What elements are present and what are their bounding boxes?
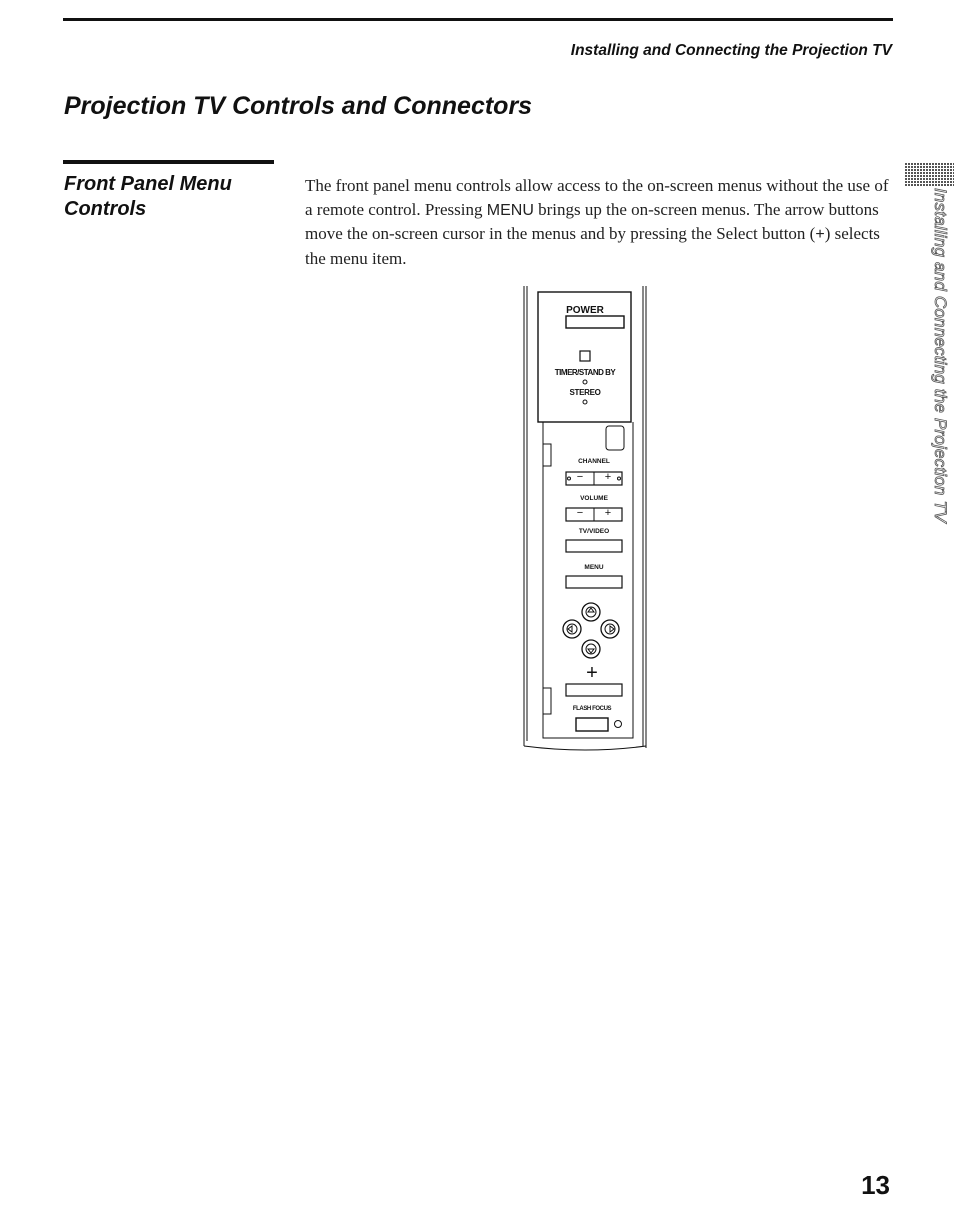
- channel-plus-label: +: [604, 471, 612, 483]
- channel-label: CHANNEL: [578, 458, 610, 465]
- arrow-down-button-icon: [582, 640, 600, 658]
- sensor-window: [606, 426, 624, 450]
- timer-led-icon: [583, 380, 587, 384]
- top-rule: [63, 18, 893, 21]
- body-text-part-1: The front panel menu controls allow access to the on-screen menus without the use of a remote control. Pressing: [305, 176, 889, 219]
- side-tab-text: Installing and Connecting the Projection TV: [931, 188, 950, 523]
- front-panel-figure: [510, 286, 660, 756]
- section-heading: Front Panel Menu Controls: [64, 173, 232, 220]
- arrow-right-button-icon: [601, 620, 619, 638]
- flash-focus-led-icon: [615, 721, 622, 728]
- section-rule: [63, 160, 274, 164]
- menu-label: MENU: [584, 564, 604, 571]
- housing-bottom-curve: [524, 746, 646, 750]
- flash-focus-label: FLASH FOCUS: [572, 706, 612, 712]
- body-text-part-2: brings up the on-screen menus. The arrow buttons move the on-screen cursor in the menus and by pressing the Select button (: [305, 199, 879, 243]
- tv-video-label: TV/VIDEO: [578, 528, 610, 535]
- timer-standby-label: TIMER/STAND BY: [554, 368, 616, 377]
- power-button: [566, 316, 624, 328]
- stereo-label: STEREO: [569, 388, 601, 397]
- body-menu-keyword: MENU: [486, 201, 534, 219]
- menu-button: [566, 576, 622, 588]
- lower-panel-frame: [543, 422, 633, 738]
- flash-focus-button: [576, 718, 608, 731]
- arrow-up-button-icon: [582, 603, 600, 621]
- left-hinge-top: [543, 444, 551, 466]
- power-label: POWER: [566, 305, 604, 316]
- select-button: [566, 684, 622, 696]
- side-tab-pattern-icon: [905, 163, 954, 187]
- body-text-part-3: ) selects the menu item.: [305, 224, 880, 268]
- page-title: Projection TV Controls and Connectors: [64, 92, 533, 120]
- timer-standby-indicator: [580, 351, 590, 361]
- select-label: +: [586, 662, 598, 684]
- left-hinge-bottom: [543, 688, 551, 714]
- volume-minus-label: −: [576, 507, 584, 519]
- tv-video-button: [566, 540, 622, 552]
- running-header: Installing and Connecting the Projection TV: [570, 42, 892, 59]
- select-symbol-inline: +: [815, 226, 825, 243]
- volume-plus-label: +: [604, 507, 612, 519]
- stereo-led-icon: [583, 400, 587, 404]
- body-paragraph: [305, 174, 890, 270]
- arrow-left-button-icon: [563, 620, 581, 638]
- channel-minus-label: −: [576, 471, 584, 483]
- volume-label: VOLUME: [580, 495, 608, 502]
- front-panel-drawing: [510, 286, 660, 756]
- page-number: 13: [861, 1170, 890, 1200]
